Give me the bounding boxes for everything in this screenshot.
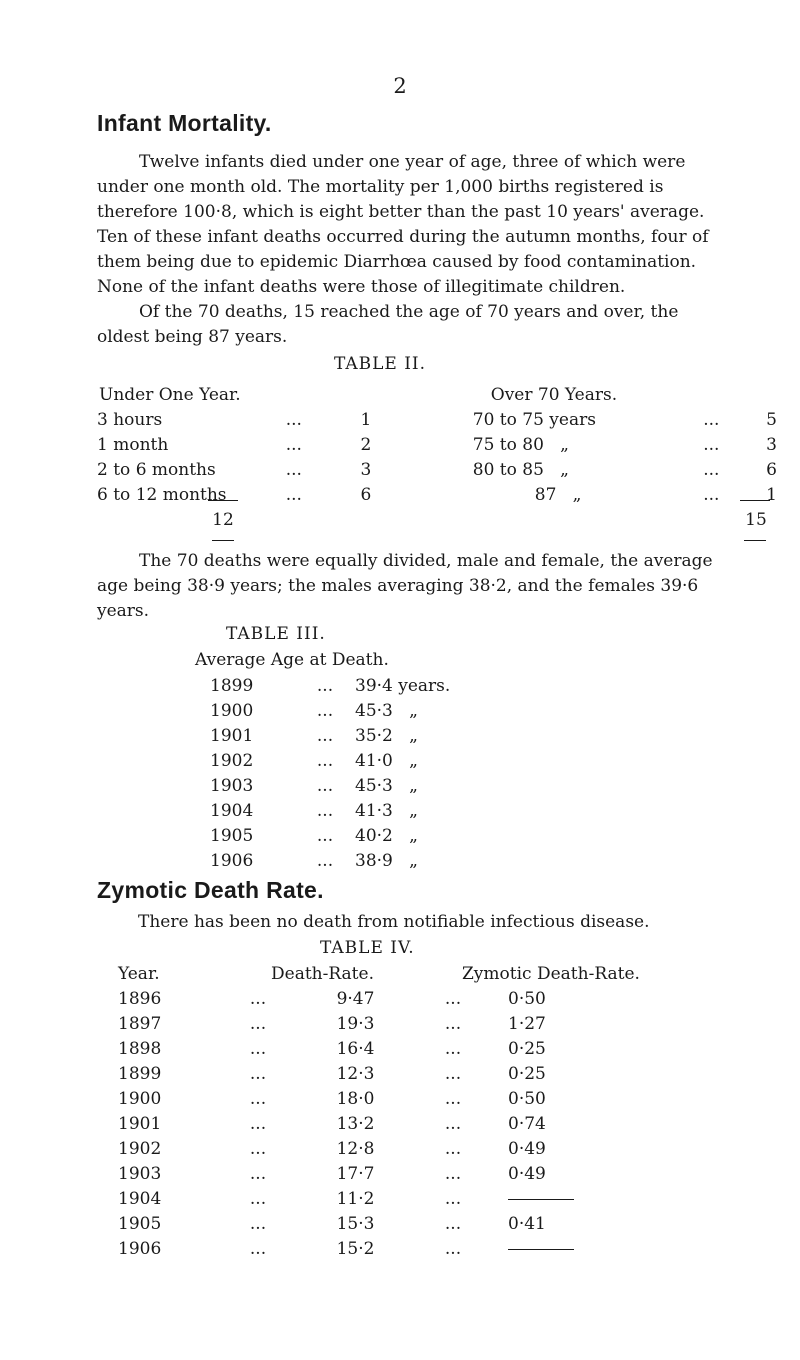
row-label: 6 to 12 months — [97, 485, 227, 505]
table-2-caption: TABLE II. — [333, 354, 427, 374]
leader-dots: ... — [444, 1239, 462, 1259]
infant-mortality-paragraph — [97, 150, 767, 300]
nil-dash — [508, 1199, 574, 1200]
row-label: 80 to 85 „ — [472, 460, 569, 480]
leader-dots: ... — [444, 1139, 462, 1159]
row-label: 75 to 80 „ — [472, 435, 569, 455]
leader-dots: ... — [444, 1014, 462, 1034]
row-value: 1 — [766, 485, 777, 505]
leader-dots: ... — [444, 989, 462, 1009]
paragraph-line: Twelve infants died under one year of age, three of which were — [139, 152, 686, 172]
leader-dots: ... — [444, 1064, 462, 1084]
death-rate-cell: 18·0 — [336, 1089, 375, 1109]
leader-dots: ... — [249, 1214, 267, 1234]
table-row — [118, 1189, 693, 1214]
value-cell: 38·9 „ — [355, 851, 418, 871]
row-value: 5 — [766, 410, 777, 430]
leader-dots: ... — [444, 1114, 462, 1134]
leader-dots: ... — [703, 485, 720, 505]
table-row — [118, 1014, 693, 1039]
death-rate-cell: 9·47 — [336, 989, 375, 1009]
leader-dots: ... — [703, 435, 720, 455]
leader-dots: ... — [316, 726, 334, 746]
leader-dots: ... — [316, 676, 334, 696]
paragraph-line: therefore 100·8, which is eight better than the past 10 years' average. — [97, 202, 705, 222]
year-cell: 1904 — [210, 801, 254, 821]
table-row — [210, 776, 485, 801]
table-row — [210, 726, 485, 751]
leader-dots: ... — [316, 751, 334, 771]
leader-dots: ... — [285, 460, 302, 480]
table-2-grid — [97, 385, 777, 510]
year-cell: 1903 — [210, 776, 254, 796]
nil-dash — [508, 1249, 574, 1250]
leader-dots: ... — [444, 1189, 462, 1209]
value-cell: 45·3 „ — [355, 776, 418, 796]
table-4 — [118, 964, 693, 1264]
year-cell: 1905 — [210, 826, 254, 846]
row-value: 2 — [360, 435, 372, 455]
table-2-left-total-rule — [208, 500, 238, 501]
table-row — [118, 1164, 693, 1189]
average-age-paragraph — [97, 549, 777, 624]
row-value: 1 — [360, 410, 372, 430]
leader-dots: ... — [249, 1114, 267, 1134]
leader-dots: ... — [316, 851, 334, 871]
death-rate-cell: 11·2 — [336, 1189, 375, 1209]
year-cell: 1902 — [118, 1139, 162, 1159]
table-row — [118, 1239, 693, 1264]
year-cell: 1896 — [118, 989, 162, 1009]
table-2-left-total: 12 — [212, 510, 234, 530]
leader-dots: ... — [444, 1089, 462, 1109]
page-number: 2 — [393, 74, 407, 98]
row-value: 3 — [766, 435, 777, 455]
zymotic-rate-cell: 0·49 — [508, 1164, 546, 1184]
row-label: 87 „ — [534, 485, 582, 505]
paragraph-line: years. — [97, 601, 150, 621]
year-cell: 1898 — [118, 1039, 162, 1059]
leader-dots: ... — [249, 1064, 267, 1084]
leader-dots: ... — [249, 989, 267, 1009]
leader-dots: ... — [249, 1239, 267, 1259]
zymotic-rate-cell: 0·25 — [508, 1064, 546, 1084]
year-header: Year. — [118, 964, 160, 984]
table-2 — [97, 385, 777, 510]
table-2-right-total: 15 — [745, 510, 767, 530]
table-row — [210, 701, 485, 726]
table-row — [210, 801, 485, 826]
table-2-right-total-rule — [740, 500, 770, 501]
year-cell: 1905 — [118, 1214, 162, 1234]
table-row — [118, 1064, 693, 1089]
table-row — [210, 676, 485, 701]
zymotic-rate-cell: 0·25 — [508, 1039, 546, 1059]
value-cell: 35·2 „ — [355, 726, 418, 746]
table-row — [97, 435, 777, 460]
death-rate-cell: 12·3 — [336, 1064, 375, 1084]
leader-dots: ... — [316, 826, 334, 846]
leader-dots: ... — [444, 1039, 462, 1059]
paragraph-line: under one month old. The mortality per 1,000 births registered is — [97, 177, 664, 197]
zymotic-rate-cell: 0·41 — [508, 1214, 546, 1234]
year-cell: 1899 — [118, 1064, 162, 1084]
year-cell: 1899 — [210, 676, 254, 696]
leader-dots: ... — [703, 460, 720, 480]
table-row — [118, 989, 693, 1014]
value-cell: 39·4 years. — [355, 676, 451, 696]
year-cell: 1897 — [118, 1014, 162, 1034]
table-row — [97, 410, 777, 435]
table-4-grid — [118, 964, 693, 1264]
row-label: 3 hours — [97, 410, 163, 430]
table-row — [210, 751, 485, 776]
zymotic-rate-cell: 1·27 — [508, 1014, 546, 1034]
zymotic-rate-cell: 0·49 — [508, 1139, 546, 1159]
table-row — [118, 1089, 693, 1114]
leader-dots: ... — [444, 1164, 462, 1184]
value-cell: 41·3 „ — [355, 801, 418, 821]
zymotic-rate-cell — [488, 1239, 693, 1264]
paragraph-line: The 70 deaths were equally divided, male and female, the average — [139, 551, 713, 571]
zymotic-rate-cell: 0·50 — [508, 1089, 546, 1109]
table-row — [210, 851, 485, 876]
leader-dots: ... — [316, 701, 334, 721]
zymotic-rate-cell: 0·74 — [508, 1114, 546, 1134]
value-cell: 40·2 „ — [355, 826, 418, 846]
table-3-grid — [210, 676, 485, 876]
deaths-over-70-paragraph — [97, 300, 777, 350]
table-3 — [210, 676, 485, 876]
row-value: 6 — [766, 460, 777, 480]
death-rate-header: Death-Rate. — [271, 964, 374, 984]
death-rate-cell: 17·7 — [336, 1164, 375, 1184]
leader-dots: ... — [249, 1039, 267, 1059]
year-cell: 1904 — [118, 1189, 162, 1209]
infant-mortality-heading: Infant Mortality. — [97, 110, 272, 136]
zymotic-rate-header: Zymotic Death-Rate. — [462, 964, 640, 984]
row-label: 1 month — [97, 435, 169, 455]
table-row — [97, 460, 777, 485]
year-cell: 1901 — [210, 726, 254, 746]
leader-dots: ... — [285, 485, 302, 505]
value-cell: 45·3 „ — [355, 701, 418, 721]
leader-dots: ... — [703, 410, 720, 430]
table-3-caption: TABLE III. — [226, 624, 326, 644]
leader-dots: ... — [316, 801, 334, 821]
table-row — [118, 1039, 693, 1064]
death-rate-cell: 15·3 — [336, 1214, 375, 1234]
leader-dots: ... — [285, 435, 302, 455]
death-rate-cell: 12·8 — [336, 1139, 375, 1159]
leader-dots: ... — [444, 1214, 462, 1234]
year-cell: 1902 — [210, 751, 254, 771]
table-2-right-total-underline — [744, 540, 766, 541]
year-cell: 1906 — [210, 851, 254, 871]
table-2-left-header: Under One Year. — [99, 385, 241, 405]
zymotic-rate-cell — [488, 1189, 693, 1214]
table-row — [118, 1214, 693, 1239]
paragraph-line: Ten of these infant deaths occurred during the autumn months, four of — [97, 227, 709, 247]
year-cell: 1906 — [118, 1239, 162, 1259]
zymotic-rate-cell: 0·50 — [508, 989, 546, 1009]
table-row — [210, 826, 485, 851]
row-value: 3 — [360, 460, 372, 480]
paragraph-line: age being 38·9 years; the males averaging 38·2, and the females 39·6 — [97, 576, 699, 596]
paragraph-line: oldest being 87 years. — [97, 327, 288, 347]
table-2-left-total-underline — [212, 540, 234, 541]
death-rate-cell: 13·2 — [336, 1114, 375, 1134]
value-cell: 41·0 „ — [355, 751, 418, 771]
leader-dots: ... — [285, 410, 302, 430]
row-label: 2 to 6 months — [97, 460, 216, 480]
death-rate-cell: 19·3 — [336, 1014, 375, 1034]
year-cell: 1900 — [210, 701, 254, 721]
leader-dots: ... — [249, 1189, 267, 1209]
leader-dots: ... — [249, 1089, 267, 1109]
year-cell: 1901 — [118, 1114, 162, 1134]
table-4-header-row — [118, 964, 693, 989]
death-rate-cell: 16·4 — [336, 1039, 375, 1059]
table-row — [118, 1139, 693, 1164]
death-rate-cell: 15·2 — [336, 1239, 375, 1259]
row-label: 70 to 75 years — [472, 410, 596, 430]
paragraph-line: them being due to epidemic Diarrhœa caused by food contamination. — [97, 252, 697, 272]
leader-dots: ... — [249, 1164, 267, 1184]
zymotic-statement: There has been no death from notifiable infectious disease. — [138, 912, 650, 932]
paragraph-line: None of the infant deaths were those of illegitimate children. — [97, 277, 626, 297]
table-4-caption: TABLE IV. — [320, 938, 415, 958]
table-2-right-header: Over 70 Years. — [490, 385, 618, 405]
table-row — [118, 1114, 693, 1139]
zymotic-death-rate-heading: Zymotic Death Rate. — [97, 877, 324, 903]
year-cell: 1900 — [118, 1089, 162, 1109]
year-cell: 1903 — [118, 1164, 162, 1184]
table-row — [97, 485, 777, 510]
table-3-subcaption: Average Age at Death. — [195, 650, 389, 670]
leader-dots: ... — [316, 776, 334, 796]
paragraph-line: Of the 70 deaths, 15 reached the age of 70 years and over, the — [139, 302, 679, 322]
row-value: 6 — [360, 485, 372, 505]
leader-dots: ... — [249, 1014, 267, 1034]
leader-dots: ... — [249, 1139, 267, 1159]
